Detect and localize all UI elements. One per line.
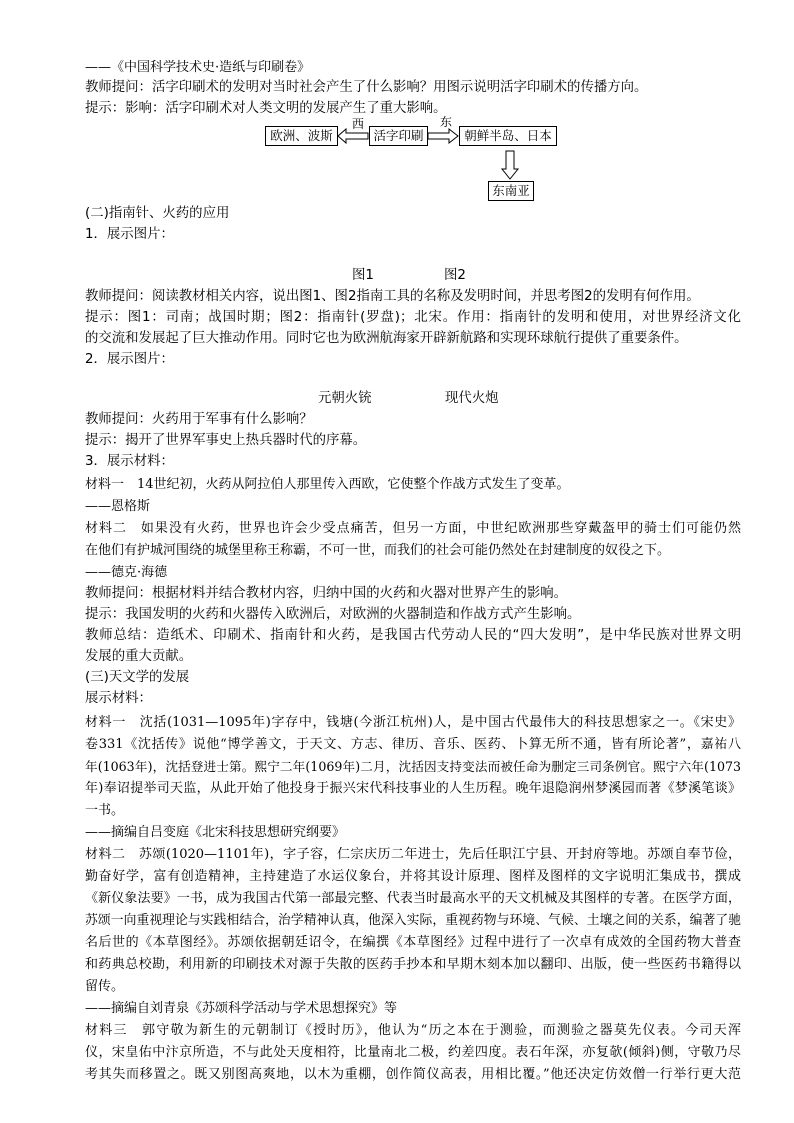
hint-line: 提示：揭开了世界军事史上热兵器时代的序幕。 bbox=[85, 433, 367, 448]
material-text: 在他们有护城河围绕的城堡里称王称霸，不可一世，而我们的社会可能仍然处在封建制度的奴役之下。 bbox=[85, 543, 671, 558]
teacher-question: 教师提问：火药用于军事有什么影响？ bbox=[85, 412, 313, 427]
material-source: ——恩格斯 bbox=[85, 499, 151, 514]
hint-line: 提示：我国发明的火药和火器传入欧洲后，对欧洲的火器制造和作战方式产生影响。 bbox=[85, 607, 581, 622]
material-text: 一书。 bbox=[85, 803, 125, 818]
material-text: 材料二 如果没有火药，世界也许会少受点痛苦，但另一方面，中世纪欧洲那些穿戴盔甲的骑士们可能仍然 bbox=[85, 521, 741, 536]
list-item: 1．展示图片： bbox=[85, 227, 174, 242]
material-text: 考其失而移置之。既又别图高爽地，以木为重棚，创作简仪高表，用相比覆。”他还决定仿效僧一行举行更大范 bbox=[85, 1067, 741, 1082]
figure-caption-1: 图1 bbox=[352, 268, 374, 283]
material-text: 和药典总校勘，利用新的印刷技术对源于失散的医药手抄本和早期木刻本加以翻印、出版，使一些医药书籍得以 bbox=[85, 957, 741, 972]
box-europe-persia: 欧洲、波斯 bbox=[265, 126, 338, 146]
hint-line: 的交流和发展起了巨大推动作用。同时它也为欧洲航海家开辟新航路和实现环球航行提供了重要条件。 bbox=[85, 331, 688, 346]
material-text: 年)奉诏提举司天监，从此开始了他投身于振兴宋代科技事业的人生历程。晚年退隐润州梦溪园而著《梦溪笔谈》 bbox=[85, 781, 741, 796]
arrow-east-icon bbox=[427, 128, 459, 144]
material-text: 苏颂一向重视理论与实践相结合，治学精神认真，他深入实际，重视药物与环境、气候、土壤之间的关系，编著了驰 bbox=[85, 913, 741, 928]
material-source: ——德克·海德 bbox=[85, 565, 168, 580]
figure-caption-2: 图2 bbox=[444, 268, 466, 283]
list-item: 3．展示材料： bbox=[85, 454, 174, 469]
section-heading: (三)天文学的发展 bbox=[85, 670, 190, 685]
teacher-question: 教师提问：活字印刷术的发明对当时社会产生了什么影响？用图示说明活字印刷术的传播方向。 bbox=[85, 80, 648, 95]
material-text: 仪，宋皇佑中汴京所造，不与此处天度相符，比量南北二极，约差四度。表石年深，亦复欹(倾斜)侧，守敬乃尽 bbox=[85, 1045, 741, 1060]
figure-caption-3: 元朝火铳 bbox=[318, 391, 372, 406]
material-text: 材料二 苏颂(1020—1101年)，字子容，仁宗庆历二年进士，先后任职江宁县、开封府等地。苏颂自奉节俭， bbox=[85, 847, 741, 862]
material-text: 卷331《沈括传》说他“博学善文，于天文、方志、律历、音乐、医药、卜算无所不通，皆有所论著”，嘉祐八 bbox=[85, 737, 741, 752]
hint-line: 提示：图1：司南；战国时期；图2：指南针(罗盘)；北宋。作用：指南针的发明和使用，对世界经济文化 bbox=[85, 310, 741, 325]
arrow-south-icon bbox=[501, 150, 519, 180]
arrow-west-icon bbox=[337, 128, 369, 144]
material-text: 材料一 14世纪初，火药从阿拉伯人那里传入西欧，它使整个作战方式发生了变革。 bbox=[85, 477, 570, 492]
section-heading: (二)指南针、火药的应用 bbox=[85, 206, 230, 221]
box-movable-type: 活字印刷 bbox=[369, 126, 428, 146]
east-label: 东 bbox=[440, 115, 453, 129]
citation-line: ——《中国科学技术史·造纸与印刷卷》 bbox=[85, 60, 311, 75]
list-item: 2．展示图片： bbox=[85, 352, 174, 367]
material-text: 材料一 沈括(1031—1095年)字存中，钱塘(今浙江杭州)人，是中国古代最伟大的科技思想家之一。《宋史》 bbox=[85, 715, 741, 730]
teacher-summary: 发展的重大贡献。 bbox=[85, 649, 193, 664]
teacher-question: 教师提问：阅读教材相关内容，说出图1、图2指南工具的名称及发明时间，并思考图2的发明有何作用。 bbox=[85, 289, 700, 304]
material-source: ——摘编自吕变庭《北宋科技思想研究纲要》 bbox=[85, 825, 346, 840]
material-text: 《新仪象法要》一书，成为我国古代第一部最完整、代表当时最高水平的天文机械及其图样的专著。在医学方面， bbox=[85, 891, 741, 906]
teacher-question: 教师提问：根据材料并结合教材内容，归纳中国的火药和火器对世界产生的影响。 bbox=[85, 586, 568, 601]
west-label: 西 bbox=[352, 117, 365, 131]
material-text: 年(1063年)，沈括登进士第。熙宁二年(1069年)二月，沈括因支持变法而被任命为删定三司条例官。熙宁六年(1073 bbox=[85, 759, 741, 774]
material-text: 材料三 郭守敬为新生的元朝制订《授时历》，他认为“历之本在于测验，而测验之器莫先仪表。今司天浑 bbox=[85, 1023, 741, 1038]
list-item: 展示材料： bbox=[85, 691, 152, 706]
material-text: 留传。 bbox=[85, 979, 125, 994]
material-text: 勤奋好学，富有创造精神，主持建造了水运仪象台，并将其设计原理、图样及图样的文字说明汇集成书，撰成 bbox=[85, 869, 741, 884]
box-southeast-asia: 东南亚 bbox=[488, 181, 534, 201]
material-source: ——摘编自刘青泉《苏颂科学活动与学术思想探究》等 bbox=[85, 1001, 398, 1016]
material-text: 名后世的《本草图经》。苏颂依据朝廷诏令，在编撰《本草图经》过程中进行了一次卓有成效的全国药物大普查 bbox=[85, 935, 741, 950]
box-korea-japan: 朝鲜半岛、日本 bbox=[459, 126, 557, 146]
teacher-summary: 教师总结：造纸术、印刷术、指南针和火药，是我国古代劳动人民的“四大发明”，是中华民族对世界文明 bbox=[85, 628, 741, 643]
figure-caption-4: 现代火炮 bbox=[445, 391, 499, 406]
hint-line: 提示：影响：活字印刷术对人类文明的发展产生了重大影响。 bbox=[85, 101, 447, 116]
